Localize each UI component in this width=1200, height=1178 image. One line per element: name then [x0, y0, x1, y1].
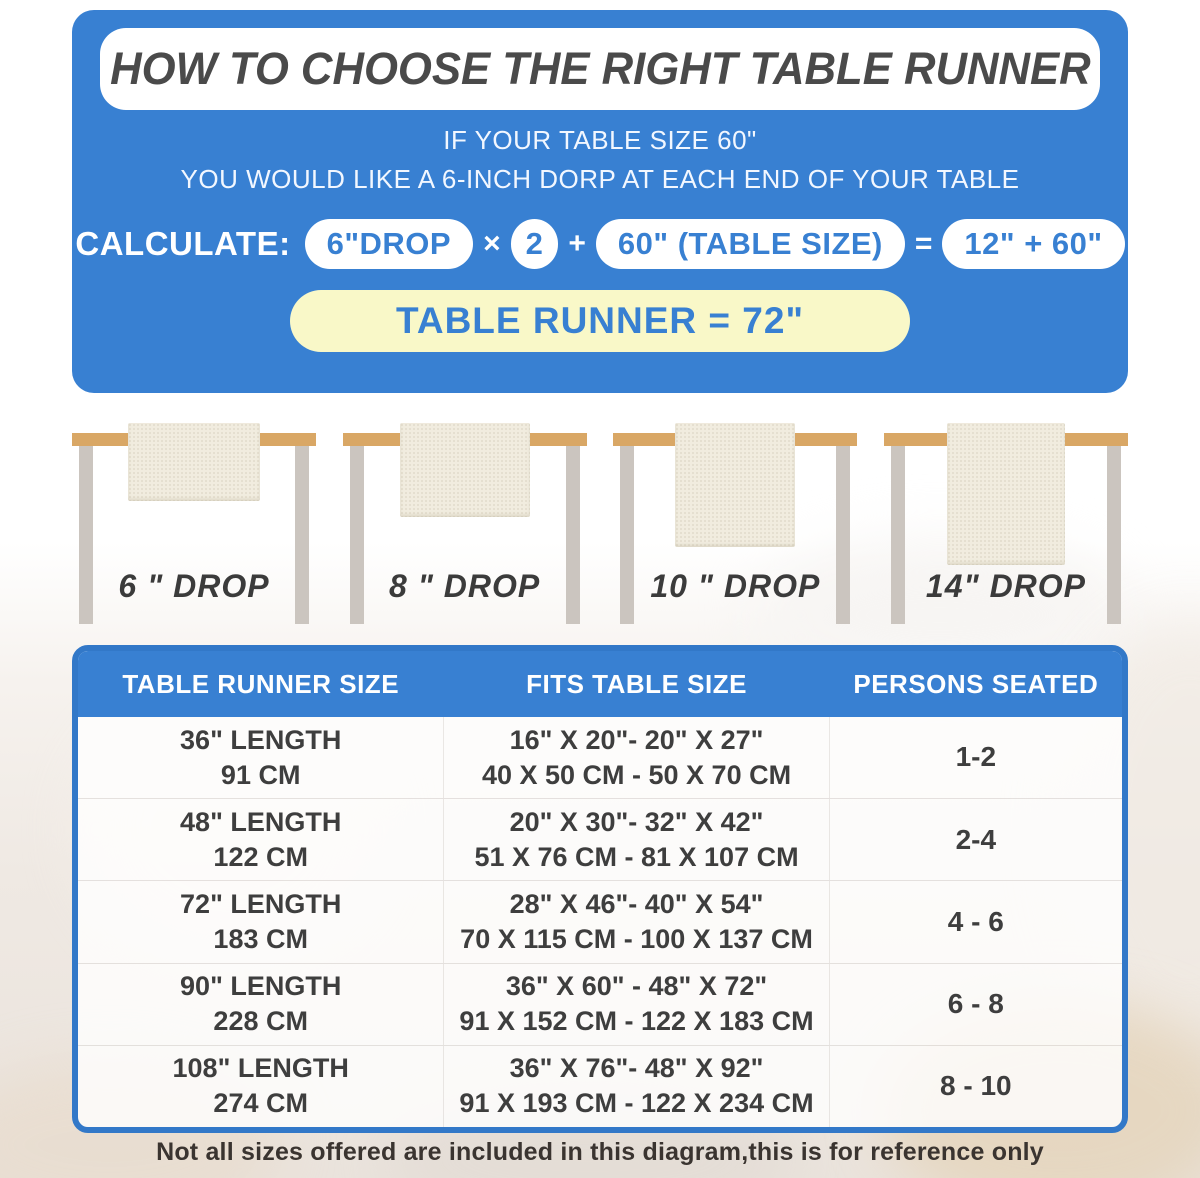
table-size-pill: 60" (TABLE SIZE)	[596, 219, 905, 269]
runner-size-inches: 90" LENGTH	[180, 971, 342, 1002]
title-banner	[100, 28, 1100, 110]
table-figure-6-drop	[70, 420, 318, 632]
calculation-formula-row	[72, 219, 1128, 269]
fits-size-cm: 91 X 193 CM - 122 X 234 CM	[459, 1088, 814, 1119]
result-banner-text: TABLE RUNNER = 72"	[396, 300, 804, 341]
fits-size-cm: 40 X 50 CM - 50 X 70 CM	[481, 759, 792, 790]
table-runner-illustration	[128, 423, 260, 501]
runner-size-cell	[78, 1051, 443, 1121]
table-row	[78, 1045, 1122, 1127]
fits-size-inches: 20" X 30"- 32" X 42"	[509, 806, 764, 837]
fits-size-cm: 51 X 76 CM - 81 X 107 CM	[474, 841, 799, 872]
runner-size-cm: 183 CM	[213, 924, 308, 954]
formula-result-pill: 12" + 60"	[942, 219, 1124, 269]
footer-note: Not all sizes offered are included in this diagram,this is for reference only	[156, 1138, 1044, 1166]
table-runner-illustration	[400, 423, 530, 517]
table-runner-illustration	[675, 423, 795, 547]
table-figure-10-drop	[611, 420, 859, 632]
times-operator: ×	[483, 227, 501, 260]
runner-size-cell	[78, 887, 443, 957]
column-header-fits-table-size: FITS TABLE SIZE	[526, 668, 747, 699]
page-title: HOW TO CHOOSE THE RIGHT TABLE RUNNER	[109, 43, 1091, 94]
runner-size-inches: 108" LENGTH	[172, 1053, 349, 1084]
drop-label: 8 " DROP	[389, 568, 541, 604]
multiplier-pill: 2	[511, 219, 559, 269]
fits-table-size-cell	[443, 717, 829, 798]
drop-label: 14" DROP	[925, 568, 1087, 604]
table-runner-result-banner	[290, 290, 910, 352]
table-figure-8-drop	[341, 420, 589, 632]
column-header-runner-size: TABLE RUNNER SIZE	[122, 668, 400, 699]
fits-size-cm: 91 X 152 CM - 122 X 183 CM	[459, 1006, 814, 1037]
persons-seated-cell: 8 - 10	[940, 1070, 1012, 1102]
fits-size-inches: 28" X 46"- 40" X 54"	[509, 888, 764, 919]
subtitle-line-1: IF YOUR TABLE SIZE 60"	[443, 125, 757, 155]
runner-size-inches: 36" LENGTH	[180, 724, 342, 755]
size-chart-body	[78, 717, 1122, 1127]
drop-length-examples	[60, 395, 1140, 645]
runner-size-cell	[78, 805, 443, 875]
fits-size-inches: 16" X 20"- 20" X 27"	[509, 724, 764, 755]
persons-seated-cell: 1-2	[955, 741, 997, 773]
persons-seated-cell: 6 - 8	[947, 988, 1004, 1020]
fits-table-size-cell	[443, 799, 829, 880]
runner-size-inches: 48" LENGTH	[180, 806, 342, 837]
table-runner-illustration	[947, 423, 1065, 565]
runner-size-cm: 274 CM	[213, 1088, 308, 1119]
runner-size-cell	[78, 723, 443, 793]
runner-size-cm: 91 CM	[220, 759, 301, 790]
equals-operator: =	[914, 227, 933, 260]
column-header-persons-seated: PERSONS SEATED	[853, 668, 1099, 699]
table-row	[78, 798, 1122, 880]
runner-size-cell	[78, 969, 443, 1039]
fits-table-size-cell	[443, 881, 829, 962]
runner-size-inches: 72" LENGTH	[180, 888, 342, 919]
runner-size-cm: 122 CM	[213, 841, 308, 872]
runner-size-cm: 228 CM	[213, 1006, 308, 1037]
persons-seated-cell: 2-4	[955, 823, 997, 855]
fits-size-inches: 36" X 76"- 48" X 92"	[509, 1053, 764, 1084]
drop-label: 6 " DROP	[118, 568, 270, 604]
header-panel	[72, 10, 1128, 393]
table-row	[78, 963, 1122, 1045]
subtitle-line-2: YOU WOULD LIKE A 6-INCH DORP AT EACH END OF YOUR TABLE	[180, 164, 1020, 194]
drop-label: 10 " DROP	[650, 568, 821, 604]
calculate-label: CALCULATE:	[75, 225, 291, 262]
size-chart-header-row	[78, 651, 1122, 717]
fits-size-inches: 36" X 60" - 48" X 72"	[505, 971, 768, 1002]
drop-value-pill: 6"DROP	[305, 219, 474, 269]
table-row	[78, 717, 1122, 798]
fits-table-size-cell	[443, 1046, 829, 1127]
fits-table-size-cell	[443, 964, 829, 1045]
table-row	[78, 880, 1122, 962]
table-figure-14-drop	[882, 420, 1130, 632]
plus-operator: +	[568, 227, 586, 260]
fits-size-cm: 70 X 115 CM - 100 X 137 CM	[460, 924, 813, 954]
size-chart-panel	[72, 645, 1128, 1133]
persons-seated-cell: 4 - 6	[947, 905, 1004, 937]
